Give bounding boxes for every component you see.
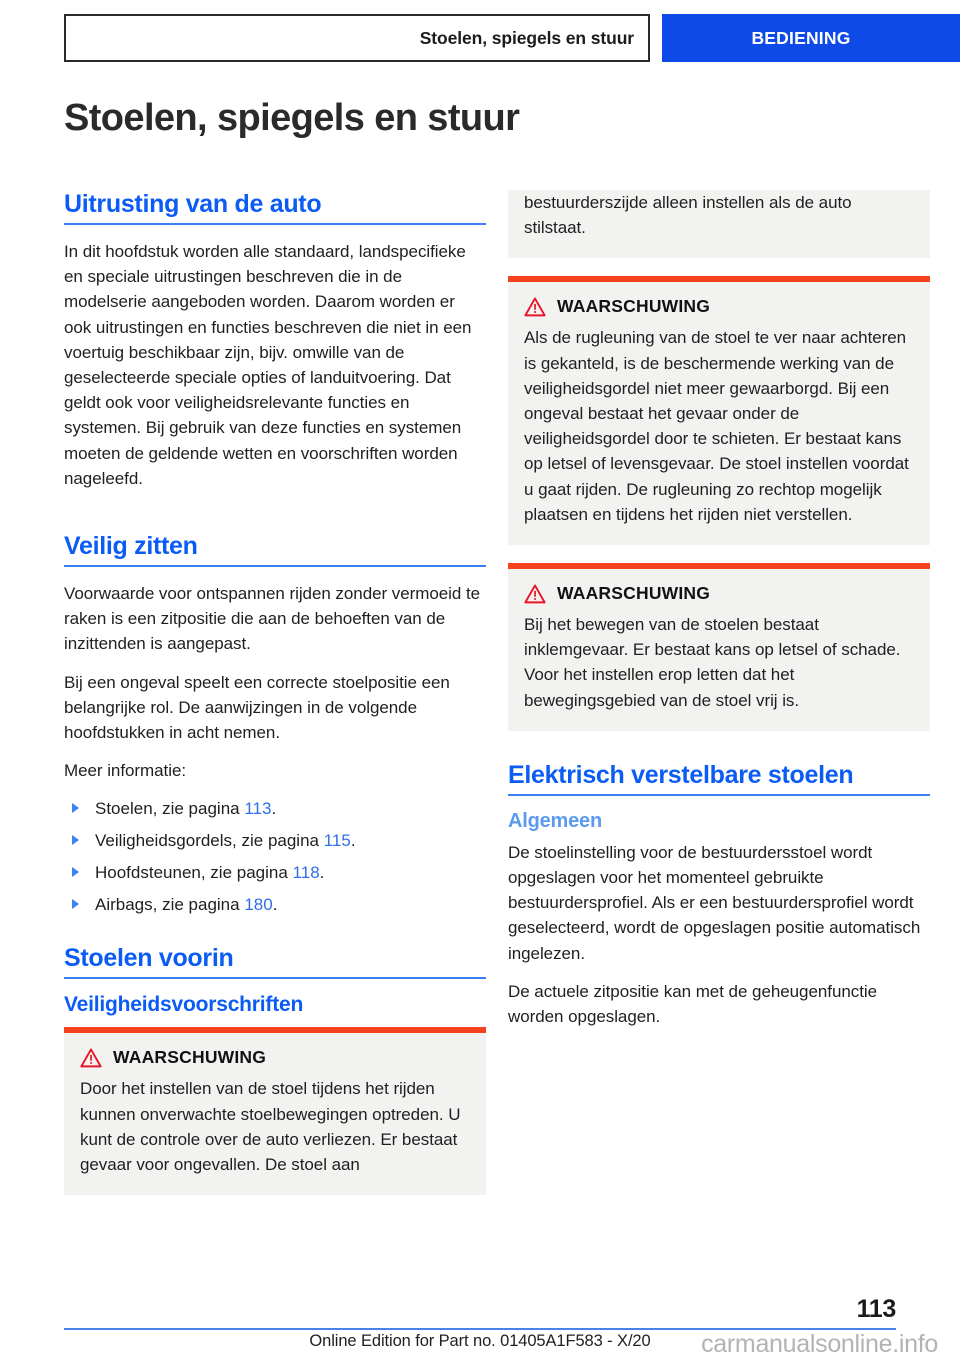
warning-body: Bij het bewegen van de stoelen bestaat inklemgevaar. Er bestaat kans op letsel of schade. Voor het instellen erop letten dat het bewegingsgebied van de stoel vrij is. xyxy=(524,615,901,710)
reference-suffix: . xyxy=(319,863,325,883)
heading-stoelen-voorin: Stoelen voorin xyxy=(64,944,486,979)
reference-suffix: . xyxy=(271,799,277,819)
watermark: carmanualsonline.info xyxy=(701,1330,938,1358)
warning-body: Als de rugleuning van de stoel te ver naar achteren is gekanteld, is de beschermende werking van de veiligheidsgordel niet meer gewaarborgd. Bij een ongeval bestaat het gevaar onder de veiligheidsgordel door te schieten. Er bestaat kans op letsel of levensgevaar. De stoel instellen voordat u gaat rijden. De rugleuning zo rechtop mogelijk plaatsen en tijdens het rijden niet verstellen. xyxy=(524,328,909,524)
triangle-bullet-icon xyxy=(72,899,79,909)
reference-text: Hoofdsteunen, zie pagina xyxy=(95,863,293,883)
warning-title: WAARSCHUWING xyxy=(113,1047,267,1068)
running-header-chapter-box xyxy=(64,14,650,62)
warning-header xyxy=(524,296,914,317)
warning-box-3 xyxy=(508,563,930,731)
continued-text-box xyxy=(508,190,930,258)
running-header-chapter-label: Stoelen, spiegels en stuur xyxy=(419,27,634,48)
reference-page-number[interactable]: 115 xyxy=(323,831,351,851)
heading-veiligheidsvoorschriften: Veiligheidsvoorschriften xyxy=(64,993,304,1017)
heading-algemeen: Algemeen xyxy=(508,809,602,832)
paragraph-veilig-zitten-2: Bij een ongeval speelt een correcte stoelpositie een belangrijke rol. De aanwijzingen in de volgende hoofdstukken in acht nemen. xyxy=(64,672,450,743)
right-column xyxy=(508,190,930,1213)
triangle-bullet-icon xyxy=(72,835,79,845)
warning-header xyxy=(80,1047,470,1068)
warning-box-2 xyxy=(508,276,930,545)
reference-page-number[interactable]: 118 xyxy=(292,863,320,883)
heading-uitrusting-van-de-auto: Uitrusting van de auto xyxy=(64,190,486,225)
reference-text: Stoelen, zie pagina xyxy=(95,799,245,819)
reference-suffix: . xyxy=(350,831,356,851)
label-meer-informatie: Meer informatie: xyxy=(64,761,187,781)
triangle-bullet-icon xyxy=(72,803,79,813)
running-header-section-label: BEDIENING xyxy=(751,27,851,48)
reference-page-number[interactable]: 113 xyxy=(244,799,272,819)
footer-edition-text: Online Edition for Part no. 01405A1F583 - X/20 xyxy=(309,1332,651,1350)
left-column xyxy=(64,190,486,1213)
warning-box-1 xyxy=(64,1027,486,1195)
heading-elektrisch-verstelbare-stoelen: Elektrisch verstelbare stoelen xyxy=(508,761,930,796)
warning-body: Door het instellen van de stoel tijdens het rijden kunnen onverwachte stoelbewegingen optreden. U kunt de controle over de auto verliezen. Er bestaat gevaar voor ongevallen. De stoel aan xyxy=(80,1079,461,1175)
paragraph-algemeen-1: De stoelinstelling voor de bestuurdersstoel wordt opgeslagen voor het momenteel gebruikte bestuurdersprofiel. Als er een bestuurdersprofiel wordt geselecteerd, wordt de opgeslagen positie automatisch ingelezen. xyxy=(508,842,921,963)
reference-text: Airbags, zie pagina xyxy=(95,895,245,915)
warning-triangle-icon xyxy=(524,584,546,604)
list-item[interactable] xyxy=(64,892,486,917)
reference-page-number[interactable]: 180 xyxy=(244,895,273,915)
list-item[interactable] xyxy=(64,796,486,821)
triangle-bullet-icon xyxy=(72,867,79,877)
page-number: 113 xyxy=(856,1295,896,1323)
list-item[interactable] xyxy=(64,828,486,853)
warning-triangle-icon xyxy=(524,297,546,317)
cross-reference-list xyxy=(64,796,486,917)
reference-suffix: . xyxy=(272,895,278,915)
heading-veilig-zitten: Veilig zitten xyxy=(64,532,486,567)
warning-header xyxy=(524,583,914,604)
running-header-section-box xyxy=(662,14,960,62)
running-header xyxy=(0,14,960,62)
warning-triangle-icon xyxy=(80,1048,102,1068)
paragraph-algemeen-2: De actuele zitpositie kan met de geheugenfunctie worden opgeslagen. xyxy=(508,981,878,1027)
continued-paragraph: bestuurderszijde alleen instellen als de auto stilstaat. xyxy=(524,193,852,238)
warning-title: WAARSCHUWING xyxy=(557,296,711,317)
paragraph-uitrusting: In dit hoofdstuk worden alle standaard, landspecifieke en speciale uitrustingen beschreven die in de modelserie aangeboden worden. Daarom worden er ook uitrustingen en functies beschreven die niet in een voertuig beschikbaar zijn, bijv. omwille van de geselecteerde speciale opties of landuitvoering. Dat geldt ook voor veiligheidsrelevante functies en systemen. Bij gebruik van deze functies en systemen moeten de geldende wetten en voorschriften worden nageleefd. xyxy=(64,242,472,488)
warning-title: WAARSCHUWING xyxy=(557,583,711,604)
body-columns xyxy=(0,190,960,1213)
reference-text: Veiligheidsgordels, zie pagina xyxy=(95,831,324,851)
list-item[interactable] xyxy=(64,860,486,885)
paragraph-veilig-zitten-1: Voorwaarde voor ontspannen rijden zonder vermoeid te raken is een zitpositie die aan de behoeften van de inzittenden is aangepast. xyxy=(64,584,481,654)
page-title: Stoelen, spiegels en stuur xyxy=(64,97,520,139)
